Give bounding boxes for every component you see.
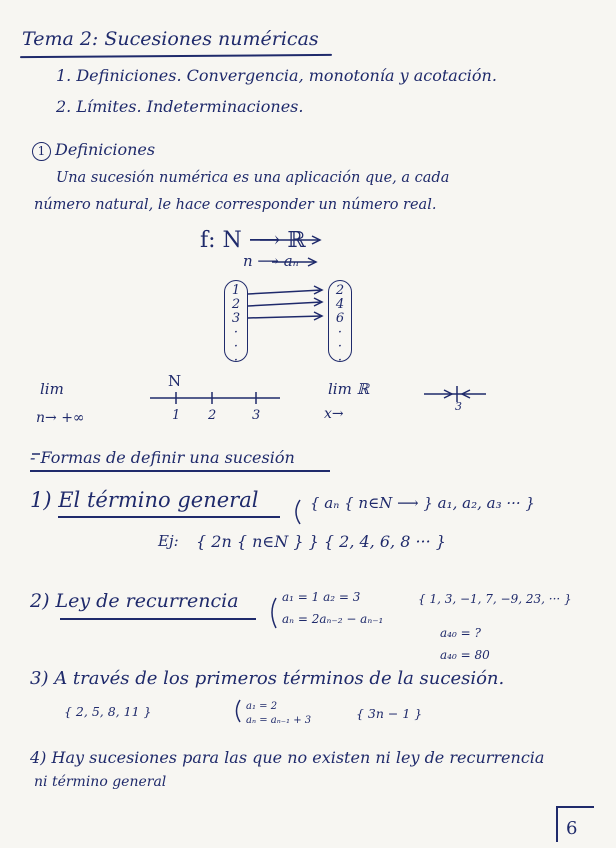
form1-example-label: Ej: [158,532,179,550]
index-item-2: 2. Límites. Indeterminaciones. [56,97,304,116]
form1-example: { 2n { n∈N } } { 2, 4, 6, 8 ··· } [196,532,446,551]
form2-label: 2) Ley de recurrencia [30,590,239,612]
section-number: 1 [32,142,51,161]
mapping-function: f: N ⟶ ℝ [200,228,306,253]
domain-value-2: 3 [231,311,241,326]
form2-sequence: { 1, 3, −1, 7, −9, 23, ··· } [418,592,572,606]
domain-value-4: · [233,339,239,354]
form1-set: { aₙ { n∈N ⟶ } a₁, a₂, a₃ ··· } [310,494,535,512]
form2-underline [60,618,256,620]
brace-form3 [237,700,241,722]
limit-sub-right: x→ [324,406,344,422]
forms-heading: - Formas de definir una sucesión [30,448,295,467]
range-value-1: 4 [335,297,345,312]
map-arrow-2 [248,302,322,306]
form3-label: 3) A través de los primeros términos de la sucesión. [30,668,505,689]
limit-label-right: lim ℝ [328,380,370,398]
range-value-3: · [337,325,343,340]
map-arrow-3 [248,316,322,318]
form3-sequence: { 2, 5, 8, 11 } [64,704,152,719]
form4-line-1: 4) Hay sucesiones para las que no existen ni ley de recurrencia [30,748,545,767]
forms-heading-underline [30,470,330,472]
section-heading-text: Definiciones [55,140,156,159]
domain-value-3: · [233,325,239,340]
form2-a40-answer: a₄₀ = 80 [440,648,490,662]
limit-sub-left: n→ +∞ [36,410,85,426]
domain-value-0: 1 [231,283,241,298]
domain-value-1: 2 [231,297,241,312]
form2-rule-2: aₙ = 2aₙ₋₂ − aₙ₋₁ [282,612,384,626]
range-value-0: 2 [335,283,345,298]
tick-label-3: 3 [252,408,261,423]
definition-line-2: número natural, le hace corresponder un número real. [34,197,437,213]
index-item-1: 1. Definiciones. Convergencia, monotonía y acotación. [56,66,497,85]
limit-label-left: lim [40,380,64,398]
form1-label: 1) El término general [30,488,259,512]
brace-recurrence [272,598,276,628]
form3-general-term: { 3n − 1 } [356,706,423,721]
page-number: 6 [566,818,578,839]
form2-rule-1: a₁ = 1 a₂ = 3 [282,590,361,604]
mapping-rule: n ⟶ aₙ [243,252,299,270]
form4-line-2: ni término general [34,774,167,790]
range-value-5: · [337,353,343,368]
naturals-label: N [168,372,182,390]
limit-point-label: 3 [455,400,462,413]
map-arrow-1 [248,290,322,294]
range-value-2: 6 [335,311,345,326]
form3-rule-2: aₙ = aₙ₋₁ + 3 [246,715,312,726]
range-value-4: · [337,339,343,354]
definition-line-1: Una sucesión numérica es una aplicación que, a cada [56,170,450,186]
domain-value-5: · [233,353,239,368]
form1-underline [58,516,280,518]
tick-label-2: 2 [208,408,217,423]
page-number-frame-vertical [556,806,558,842]
form3-rule-1: a₁ = 2 [246,701,278,712]
tick-label-1: 1 [172,408,181,423]
brace-open [296,500,300,524]
form2-a40-question: a₄₀ = ? [440,626,481,640]
page-number-frame-horizontal [556,806,594,808]
page-title: Tema 2: Sucesiones numéricas [22,28,319,50]
